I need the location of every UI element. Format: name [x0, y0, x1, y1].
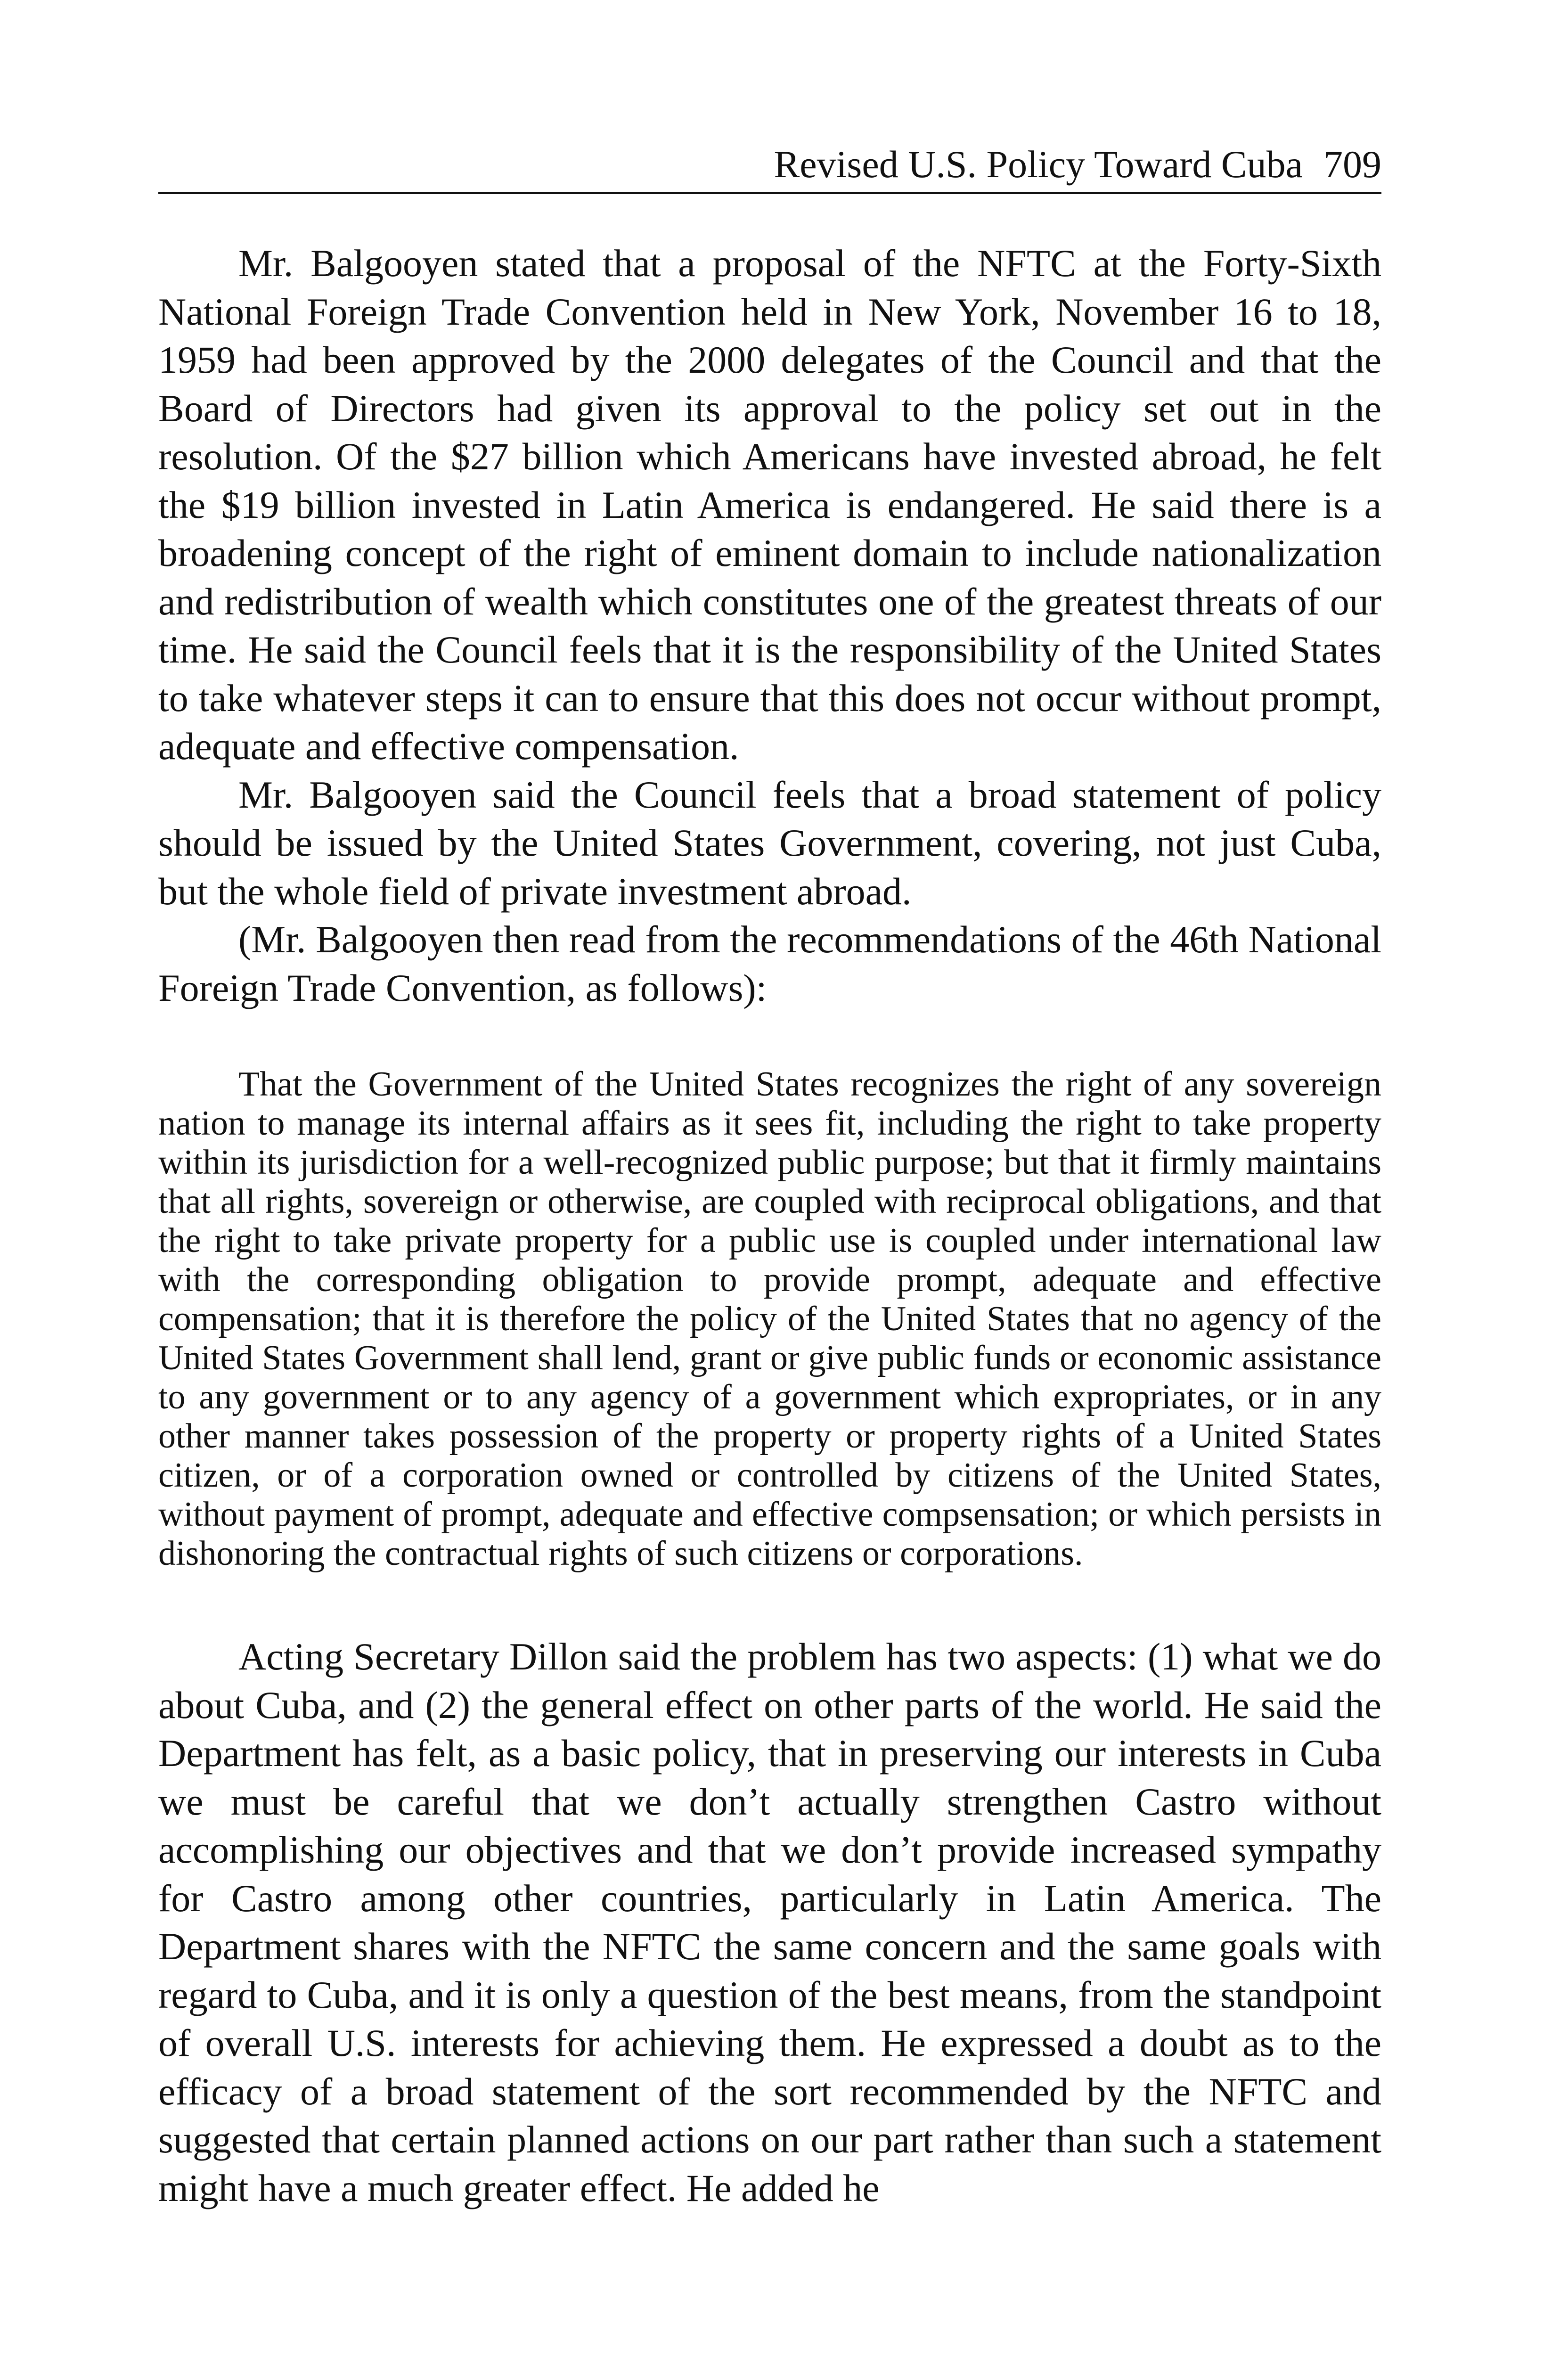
running-title: Revised U.S. Policy Toward Cuba: [774, 143, 1303, 186]
paragraph-broad-statement: Mr. Balgooyen said the Council feels that a broad statement of policy should be issued by the United States Government, covering, not just Cuba, but the whole field of private investment abroad.: [158, 773, 1381, 913]
page-header: [158, 137, 1381, 194]
quoted-recommendation: That the Government of the United States recognizes the right of any sovereign nation to manage its internal affairs as it sees fit, including the right to take property within its jurisdiction for a well-recognized public purpose; but that it firmly maintains that all rights, sovereign or otherwise, are coupled with reciprocal obligations, and that the right to take private property for a public use is coupled under international law with the corresponding obligation to provide prompt, adequate and effective compensation; that it is therefore the policy of the United States that no agency of the United States Government shall lend, grant or give public funds or economic assistance to any government or to any agency of a government which expropriates, or in any other manner takes possession of the property or property rights of a United States citizen, or of a corporation owned or controlled by citizens of the United States, without payment of prompt, adequate and effective compsensation; or which persists in dishonoring the contractual rights of such citizens or corporations.: [158, 1065, 1381, 1573]
paragraph-dillon-response: Acting Secretary Dillon said the problem has two aspects: (1) what we do about Cuba, and (2) the general effect on other parts of the world. He said the Department has felt, as a basic policy, that in preserving our interests in Cuba we must be careful that we don’t actually strengthen Castro without accomplishing our objectives and that we don’t provide increased sympathy for Castro among other countries, particularly in Latin America. The Department shares with the NFTC the same concern and the same goals with regard to Cuba, and it is only a question of the best means, from the standpoint of overall U.S. interests for achieving them. He expressed a doubt as to the efficacy of a broad statement of the sort recommended by the NFTC and suggested that certain planned actions on our part rather than such a statement might have a much greater effect. He added he: [158, 1635, 1381, 2209]
page-number: 709: [1323, 143, 1381, 186]
paragraph-balgooyen-proposal: Mr. Balgooyen stated that a proposal of the NFTC at the Forty-Sixth National Foreign Trade Convention held in New York, November 16 to 18, 1959 had been approved by the 2000 delegates of the Council and that the Board of Directors had given its approval to the policy set out in the resolution. Of the $27 billion which Americans have invested abroad, he felt the $19 billion invested in Latin America is endangered. He said there is a broadening concept of the right of eminent domain to include nationalization and redistribution of wealth which constitutes one of the greatest threats of our time. He said the Council feels that it is the responsibility of the United States to take whatever steps it can to ensure that this does not occur without prompt, adequate and effective compensation.: [158, 242, 1381, 768]
paragraph-recommendation-intro: (Mr. Balgooyen then read from the recommendations of the 46th National Foreign Trade Convention, as follows):: [158, 918, 1381, 1009]
document-body: [158, 239, 1381, 2212]
running-head: [774, 137, 1381, 192]
